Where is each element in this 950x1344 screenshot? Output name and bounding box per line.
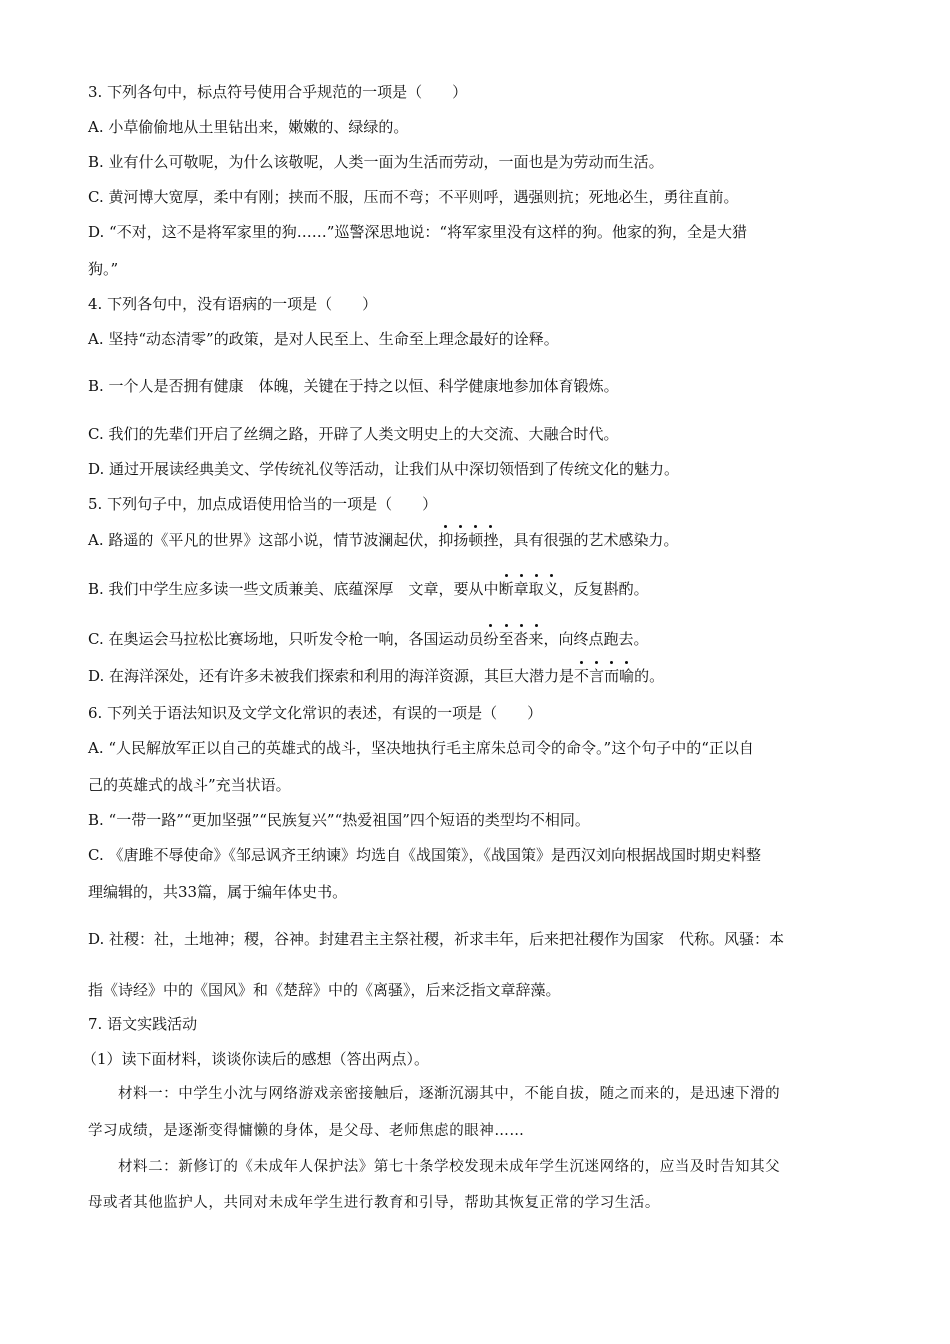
q4-option-d: D. 通过开展读经典美文、学传统礼仪等活动，让我们从中深切领悟到了传统文化的魅力。	[88, 460, 680, 478]
dotted-char: 沓	[513, 630, 529, 648]
q6-option-d-line2: 指《诗经》中的《国风》和《楚辞》中的《离骚》，后来泛指文章辞藻。	[88, 981, 561, 999]
material-2-line2: 母或者其他监护人，共同对未成年学生进行教育和引导，帮助其恢复正常的学习生活。	[88, 1195, 660, 1211]
q5-option-a	[88, 530, 678, 550]
dotted-char: 不	[574, 667, 590, 685]
dotted-char: 断	[498, 580, 514, 598]
material-1-line2: 学习成绩，是逐渐变得慵懒的身体，是父母、老师焦虑的眼神……	[88, 1123, 525, 1139]
dotted-char: 取	[528, 580, 544, 598]
q5-a-post: ，具有很强的艺术感染力。	[498, 531, 679, 549]
q5-a-pre: A. 路遥的《平凡的世界》这部小说，情节波澜起伏，	[88, 531, 439, 549]
q6-option-c-line2: 理编辑的，共33篇，属于编年体史书。	[88, 883, 348, 901]
q5-stem: 5. 下列句子中，加点成语使用恰当的一项是（ ）	[88, 495, 438, 513]
material-2-line1: 材料二：新修订的《未成年人保护法》第七十条学校发现未成年学生沉迷网络的，应当及时告知其父	[118, 1159, 781, 1175]
q5-c-post: ，向终点跑去。	[543, 630, 649, 648]
dotted-char: 来	[528, 630, 544, 648]
dotted-char: 顿	[468, 531, 484, 549]
q3-option-c: C. 黄河博大宽厚，柔中有刚；挟而不服，压而不弯；不平则呼，遇强则抗；死地必生，勇往直前。	[88, 188, 739, 206]
q3-stem: 3. 下列各句中，标点符号使用合乎规范的一项是（ ）	[88, 83, 468, 101]
dotted-char: 言	[589, 667, 605, 685]
q5-option-c	[88, 629, 649, 649]
q6-option-c-line1: C. 《唐雎不辱使命》《邹忌讽齐王纳谏》均选自《战国策》，《战国策》是西汉刘向根据战国时期史料整	[88, 846, 761, 864]
dotted-char: 至	[498, 630, 514, 648]
q3-option-d-line1: D. “不对，这不是将军家里的狗……”巡警深思地说：“将军家里没有这样的狗。他家的狗，全是大猎	[88, 223, 748, 241]
q4-option-c: C. 我们的先辈们开启了丝绸之路，开辟了人类文明史上的大交流、大融合时代。	[88, 425, 619, 443]
q3-option-b: B. 业有什么可敬呢，为什么该敬呢，人类一面为生活而劳动，一面也是为劳动而生活。	[88, 153, 664, 171]
q5-b-pre: B. 我们中学生应多读一些文质兼美、底蕴深厚 文章，要从中	[88, 580, 499, 598]
q6-option-a-line1: A. “人民解放军正以自己的英雄式的战斗，坚决地执行毛主席朱总司令的命令。”这个句子中的“正以自	[88, 739, 754, 757]
dotted-char: 而	[604, 667, 620, 685]
q5-option-b	[88, 579, 649, 599]
dotted-char: 扬	[453, 531, 469, 549]
q4-stem: 4. 下列各句中，没有语病的一项是（ ）	[88, 295, 378, 313]
dotted-char: 喻	[619, 667, 635, 685]
dotted-char: 章	[513, 580, 529, 598]
q3-option-d-line2: 狗。”	[88, 260, 119, 278]
q4-option-b: B. 一个人是否拥有健康 体魄，关键在于持之以恒、科学健康地参加体育锻炼。	[88, 377, 619, 395]
q6-option-a-line2: 己的英雄式的战斗”充当状语。	[88, 776, 291, 794]
q6-stem: 6. 下列关于语法知识及文学文化常识的表述，有误的一项是（ ）	[88, 704, 543, 722]
q6-option-b: B. “一带一路”“更加坚强”“民族复兴”“热爱祖国”四个短语的类型均不相同。	[88, 811, 590, 829]
q4-option-a: A. 坚持“动态清零”的政策，是对人民至上、生命至上理念最好的诠释。	[88, 330, 559, 348]
q5-option-d	[88, 666, 664, 686]
q5-c-pre: C. 在奥运会马拉松比赛场地，只听发令枪一响，各国运动员	[88, 630, 484, 648]
q7-subquestion-1: （1）读下面材料，谈谈你读后的感想（答出两点）。	[82, 1050, 430, 1068]
dotted-char: 纷	[483, 630, 499, 648]
dotted-char: 抑	[438, 531, 454, 549]
material-1-line1: 材料一：中学生小沈与网络游戏亲密接触后，逐渐沉溺其中，不能自拔，随之而来的，是迅速下滑的	[118, 1086, 781, 1102]
dotted-char: 义	[543, 580, 559, 598]
dotted-char: 挫	[483, 531, 499, 549]
q7-title: 7. 语文实践活动	[88, 1015, 198, 1033]
q5-d-post: 的。	[634, 667, 665, 685]
q3-option-a: A. 小草偷偷地从土里钻出来，嫩嫩的、绿绿的。	[88, 118, 409, 136]
q5-d-pre: D. 在海洋深处，还有许多未被我们探索和利用的海洋资源，其巨大潜力是	[88, 667, 575, 685]
q6-option-d-line1: D. 社稷：社，土地神；稷，谷神。封建君主主祭社稷，祈求丰年，后来把社稷作为国家 代称。风骚：本	[88, 930, 785, 948]
q5-b-post: ，反复斟酌。	[558, 580, 649, 598]
